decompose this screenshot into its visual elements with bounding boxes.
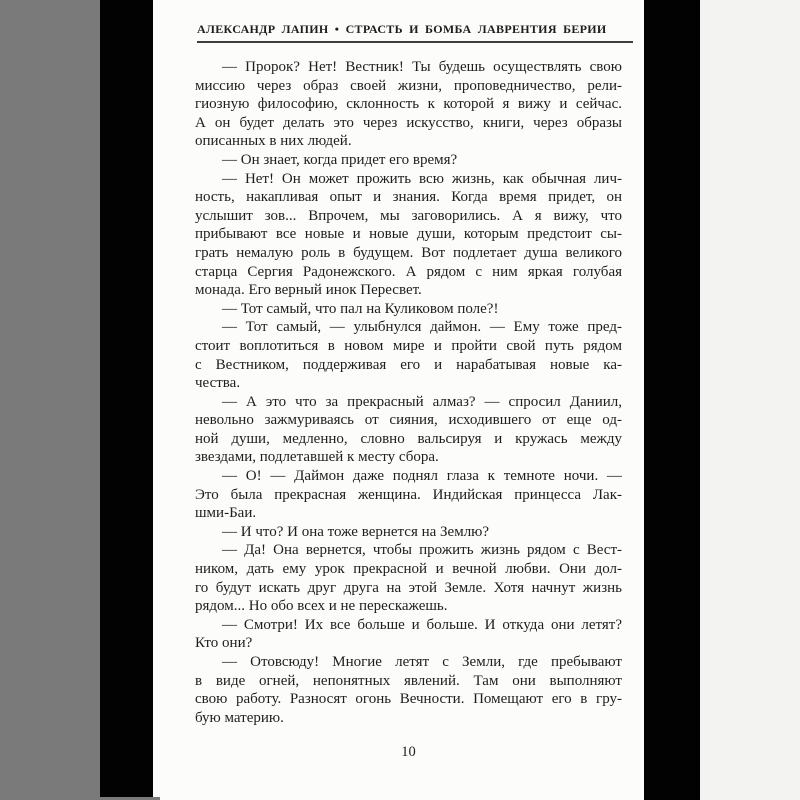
paragraph bbox=[195, 170, 622, 300]
text-line: старца Сергия Радонежского. А рядом с ним яркая голубая bbox=[195, 263, 622, 280]
text-line: с Вестником, поддерживая его и нарабатывая новые ка- bbox=[195, 356, 622, 373]
book-page bbox=[153, 0, 644, 800]
text-line: А он будет делать это через искусство, книги, через образы bbox=[195, 114, 622, 131]
text-line: — О! — Даймон даже поднял глаза к темноте ночи. — bbox=[222, 468, 622, 485]
header-rule bbox=[197, 41, 633, 43]
paragraph bbox=[195, 541, 622, 615]
text-line: чества. bbox=[195, 375, 241, 392]
paragraph bbox=[195, 151, 622, 170]
text-line: невольно зажмуриваясь от сияния, исходившего от еще од- bbox=[195, 412, 622, 429]
text-line: ность, накапливая опыт и знания. Когда время придет, он bbox=[195, 189, 622, 206]
paragraph bbox=[195, 300, 622, 319]
text-line: — А это что за прекрасный алмаз? — спросил Даниил, bbox=[222, 393, 622, 410]
text-line: монада. Его верный инок Пересвет. bbox=[195, 282, 422, 299]
paragraph bbox=[195, 653, 622, 727]
text-line: миссию через образ своей жизни, проповедничество, рели- bbox=[195, 77, 622, 94]
text-line: — Он знает, когда придет его время? bbox=[222, 151, 458, 168]
text-line: в виде огней, непонятных явлений. Там они выполняют bbox=[195, 672, 622, 689]
running-header-title: АЛЕКСАНДР ЛАПИН • СТРАСТЬ И БОМБА ЛАВРЕНТИЯ БЕРИИ bbox=[197, 22, 607, 36]
text-line: — И что? И она тоже вернется на Землю? bbox=[222, 523, 490, 540]
text-line: — Тот самый, — улыбнулся даймон. — Ему тоже пред- bbox=[222, 319, 622, 336]
scan-shadow-left bbox=[100, 0, 153, 800]
text-line: ной души, медленно, словно вальсируя и кружась между bbox=[195, 430, 622, 447]
text-line: Кто они? bbox=[195, 635, 253, 652]
text-line: описанных в них людей. bbox=[195, 133, 352, 150]
text-line: го будут искать друг друга на этой Земле. Хотя начнут жизнь bbox=[195, 579, 622, 596]
text-line: — Смотри! Их все больше и больше. И откуда они летят? bbox=[222, 616, 622, 633]
text-line: гиозную философию, склонность к которой я вижу и сейчас. bbox=[195, 96, 622, 113]
text-line: Это была прекрасная женщина. Индийская принцесса Лак- bbox=[195, 486, 622, 503]
text-line: ником, дать ему урок прекрасной и вечной любви. Они дол- bbox=[195, 561, 622, 578]
paragraph bbox=[195, 393, 622, 467]
paragraph bbox=[195, 523, 622, 542]
paragraph bbox=[195, 58, 622, 151]
text-line: свою работу. Разносят огонь Вечности. Помещают его в гру- bbox=[195, 691, 622, 708]
scanner-bed-right bbox=[700, 0, 800, 800]
text-line: услышит зов... Впрочем, мы заговорились. А я вижу, что bbox=[195, 207, 622, 224]
text-line: рядом... Но обо всех и не перескажешь. bbox=[195, 598, 448, 615]
text-line: прибывают все новые и новые души, которым предстоит сы- bbox=[195, 226, 622, 243]
text-line: — Нет! Он может прожить всю жизнь, как обычная лич- bbox=[222, 170, 622, 187]
text-line: — Да! Она вернется, чтобы прожить жизнь рядом с Вест- bbox=[222, 542, 622, 559]
text-line: бую материю. bbox=[195, 709, 284, 726]
body-text bbox=[195, 58, 622, 727]
text-line: стоит воплотиться в новом мире и пройти свой путь рядом bbox=[195, 337, 622, 354]
text-line: шми-Баи. bbox=[195, 505, 257, 522]
text-line: — Тот самый, что пал на Куликовом поле?! bbox=[222, 300, 499, 317]
paragraph bbox=[195, 616, 622, 653]
scan-shadow-right bbox=[644, 0, 700, 800]
text-line: грать немалую роль в будущем. Вот подлетает душа великого bbox=[195, 244, 622, 261]
paragraph bbox=[195, 467, 622, 523]
page-number: 10 bbox=[401, 744, 416, 760]
paragraph bbox=[195, 318, 622, 392]
text-line: звездами, подлетавшей к месту сбора. bbox=[195, 449, 439, 466]
text-line: — Пророк? Нет! Вестник! Ты будешь осуществлять свою bbox=[222, 59, 622, 75]
text-line: — Отовсюду! Многие летят с Земли, где пребывают bbox=[222, 654, 622, 670]
